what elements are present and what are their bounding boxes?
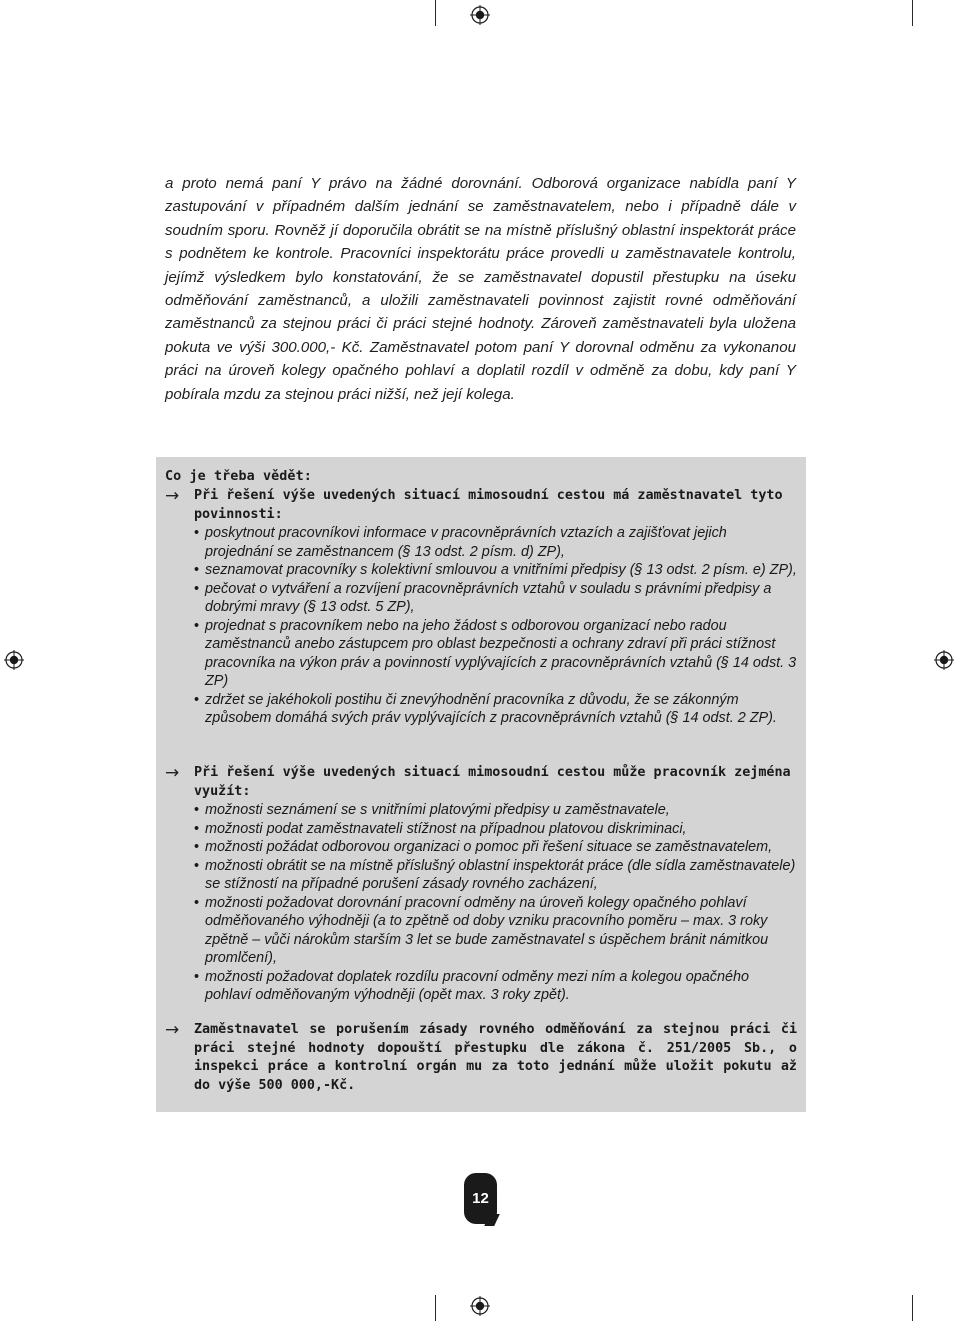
list-item: • možnosti požádat odborovou organizaci o pomoc při řešení situace se zaměstnavatelem, <box>194 839 773 856</box>
list-item: • možnosti seznámení se s vnitřními platovými předpisy u zaměstnavatele, <box>194 802 670 819</box>
list-item: • možnosti obrátit se na místně příslušný oblastní inspektorát práce (dle sídla zaměstnavatele) se stížností na případné porušení zásady rovného zacházení, <box>194 857 796 893</box>
bullet-icon: • <box>194 968 200 985</box>
employee-options-section <box>165 764 797 1005</box>
bullet-icon: • <box>194 820 200 837</box>
employer-duties-heading: Při řešení výše uvedených situací mimosoudní cestou má zaměstnavatel tyto povinnosti: <box>194 488 783 522</box>
list-item: • zdržet se jakéhokoli postihu či znevýhodnění pracovníka z důvodu, že se zákonným způsobem domáhá svých práv vyplývajících z pracovněprávních vztahů (§ 14 odst. 2 ZP). <box>194 691 777 727</box>
bullet-icon: • <box>194 525 200 542</box>
registration-mark-icon <box>470 5 490 25</box>
bullet-icon: • <box>194 691 200 708</box>
bullet-icon: • <box>194 894 200 911</box>
employee-options-heading: Při řešení výše uvedených situací mimosoudní cestou může pracovník zejména využít: <box>194 765 791 799</box>
bullet-icon: • <box>194 562 200 579</box>
list-item: • možnosti požadovat doplatek rozdílu pracovní odměny mezi ním a kolegou opačného pohlaví odměňovaným výhodněji (opět max. 3 roky zpět). <box>194 968 749 1004</box>
list-item: • možnosti požadovat dorovnání pracovní odměny na úroveň kolegy opačného pohlaví odměňovaného výhodněji (a to zpětně od doby vzniku pracovního poměru – max. 3 roky zpětně – vůči nárokům starším 3 let se bude zaměstnavatel s úspěchem bránit námitkou promlčení), <box>194 894 769 967</box>
info-box <box>156 457 806 1112</box>
employer-duties-section <box>165 487 797 728</box>
bullet-icon: • <box>194 802 200 819</box>
right-arrow-icon: → <box>165 1020 180 1040</box>
list-item: • pečovat o vytváření a rozvíjení pracovněprávních vztahů v souladu s právními předpisy a dobrými mravy (§ 13 odst. 5 ZP), <box>194 580 772 616</box>
bullet-icon: • <box>194 580 200 597</box>
registration-mark-icon <box>934 650 954 670</box>
crop-mark <box>912 0 913 26</box>
list-item: • projednat s pracovníkem nebo na jeho žádost s odborovou organizací nebo radou zaměstnanců anebo zástupcem pro oblast bezpečnosti a ochrany zdraví při práci stížnost pracovníka na výkon práv a povinností vyplývajících z pracovněprávních vztahů (§ 14 odst. 3 ZP) <box>194 617 797 690</box>
list-item: • poskytnout pracovníkovi informace v pracovněprávních vztazích a zajišťovat jejich projednání se zaměstnancem (§ 13 odst. 2 písm. d) ZP), <box>194 525 727 560</box>
right-arrow-icon: → <box>165 763 180 783</box>
employer-duties-list <box>165 524 797 728</box>
crop-mark <box>435 0 436 26</box>
right-arrow-icon: → <box>165 486 180 506</box>
employee-options-list <box>165 801 797 1005</box>
bullet-icon: • <box>194 617 200 634</box>
list-item: • možnosti podat zaměstnavateli stížnost na případnou platovou diskriminaci, <box>194 820 687 837</box>
intro-paragraph: a proto nemá paní Y právo na žádné dorovnání. Odborová organizace nabídla paní Y zastupování v případném dalším jednání se zaměstnavatelem, nebo i případně dále v soudním sporu. Rovněž jí doporučila obrátit se na místně příslušný oblastní inspektorát práce s podnětem ke kontrole. Pracovníci inspektorátu práce provedli u zaměstnavatele kontrolu, jejímž výsledkem bylo konstatování, že se zaměstnavatel dopustil přestupku na úseku odměňování zaměstnanců, a uložili zaměstnavateli povinnost zajistit rovné odměňování zaměstnanců za stejnou práci či práci stejné hodnoty. Zároveň zaměstnavateli byla uložena pokuta ve výši 300.000,- Kč. Zaměstnavatel potom paní Y dorovnal odměnu za vykonanou práci na úroveň kolegy opačného pohlaví a doplatil rozdíl v odměně za dobu, kdy paní Y pobírala mzdu za stejnou práci nižší, než její kolega. <box>165 175 796 403</box>
penalty-text: Zaměstnavatel se porušením zásady rovného odměňování za stejnou práci či práci stejné hodnoty dopouští přestupku dle zákona č. 251/2005 Sb., o inspekci práce a kontrolní orgán mu za toto jednání může uložit pokutu až do výše 500 000,-Kč. <box>194 1022 797 1093</box>
bullet-icon: • <box>194 857 200 874</box>
bullet-icon: • <box>194 839 200 856</box>
registration-mark-icon <box>470 1296 490 1316</box>
crop-mark <box>435 1295 436 1321</box>
page-number: 12 <box>464 1173 497 1224</box>
crop-mark <box>912 1295 913 1321</box>
penalty-section <box>165 1021 797 1095</box>
registration-mark-icon <box>4 650 24 670</box>
list-item: • seznamovat pracovníky s kolektivní smlouvou a vnitřními předpisy (§ 13 odst. 2 písm. e) ZP), <box>194 562 797 579</box>
info-box-title: Co je třeba vědět: <box>165 469 312 484</box>
